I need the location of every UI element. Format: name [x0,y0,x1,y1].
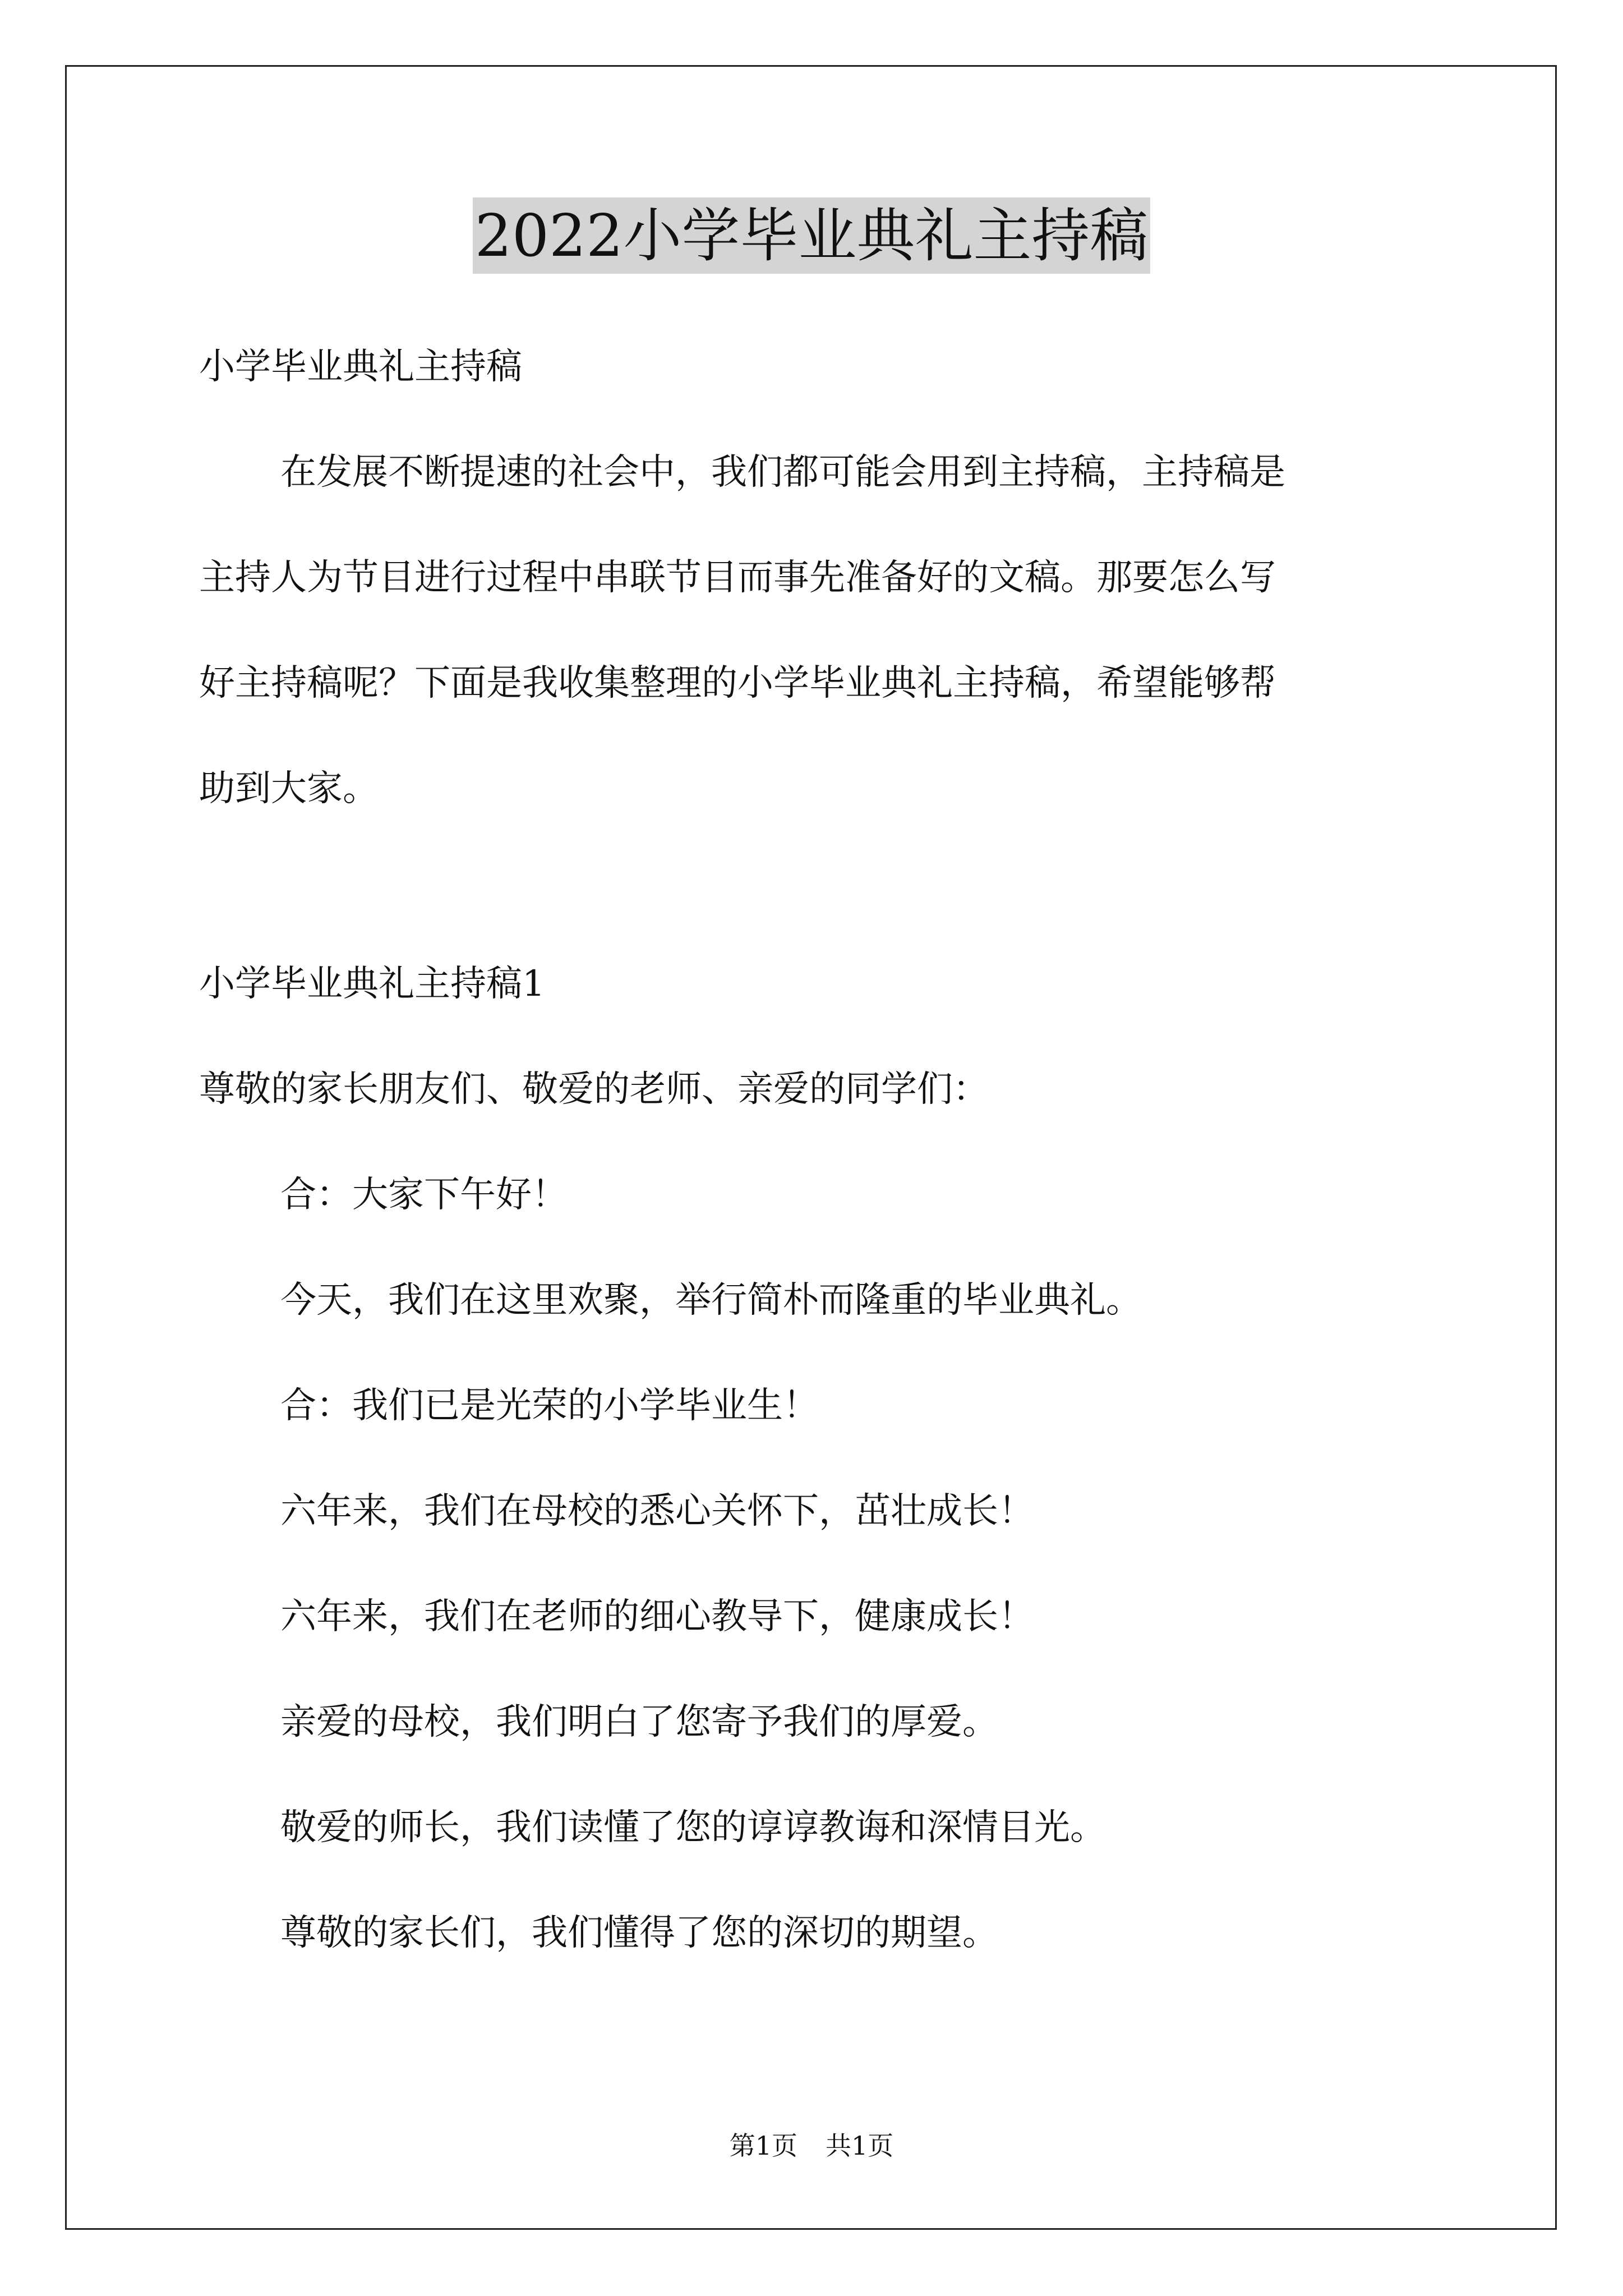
paragraph-7: 敬爱的师长，我们读懂了您的谆谆教诲和深情目光。 [280,1807,1106,1848]
paragraph-4: 六年来，我们在母校的悉心关怀下，茁壮成长！ [280,1490,1034,1532]
document-body [199,314,1433,1986]
paragraph-8: 尊敬的家长们，我们懂得了您的深切的期望。 [280,1912,998,1954]
document-title-container [0,197,1623,274]
page-footer [0,2129,1623,2162]
document-title: 2022小学毕业典礼主持稿 [473,197,1151,274]
section-spacer [199,841,1433,931]
intro-line-1: 在发展不断提速的社会中，我们都可能会用到主持稿，主持稿是 [280,452,1285,493]
section-heading: 小学毕业典礼主持稿1 [199,963,545,1005]
paragraph-3: 合：我们已是光荣的小学毕业生！ [280,1385,819,1427]
paragraph-2: 今天，我们在这里欢聚，举行简朴而隆重的毕业典礼。 [280,1280,1142,1321]
paragraph-6: 亲爱的母校，我们明白了您寄予我们的厚爱。 [280,1701,998,1743]
intro-line-4: 助到大家。 [199,768,379,809]
page-number-current: 第1页 [729,2131,797,2161]
page-number-total: 共1页 [826,2131,894,2161]
intro-line-2: 主持人为节目进行过程中串联节目而事先准备好的文稿。那要怎么写 [199,557,1276,599]
document-subtitle: 小学毕业典礼主持稿 [199,346,522,388]
paragraph-1: 合：大家下午好！ [280,1174,568,1216]
greeting: 尊敬的家长朋友们、敬爱的老师、亲爱的同学们： [199,1069,989,1110]
intro-line-3: 好主持稿呢？下面是我收集整理的小学毕业典礼主持稿，希望能够帮 [199,662,1276,704]
paragraph-5: 六年来，我们在老师的细心教导下，健康成长！ [280,1596,1034,1637]
